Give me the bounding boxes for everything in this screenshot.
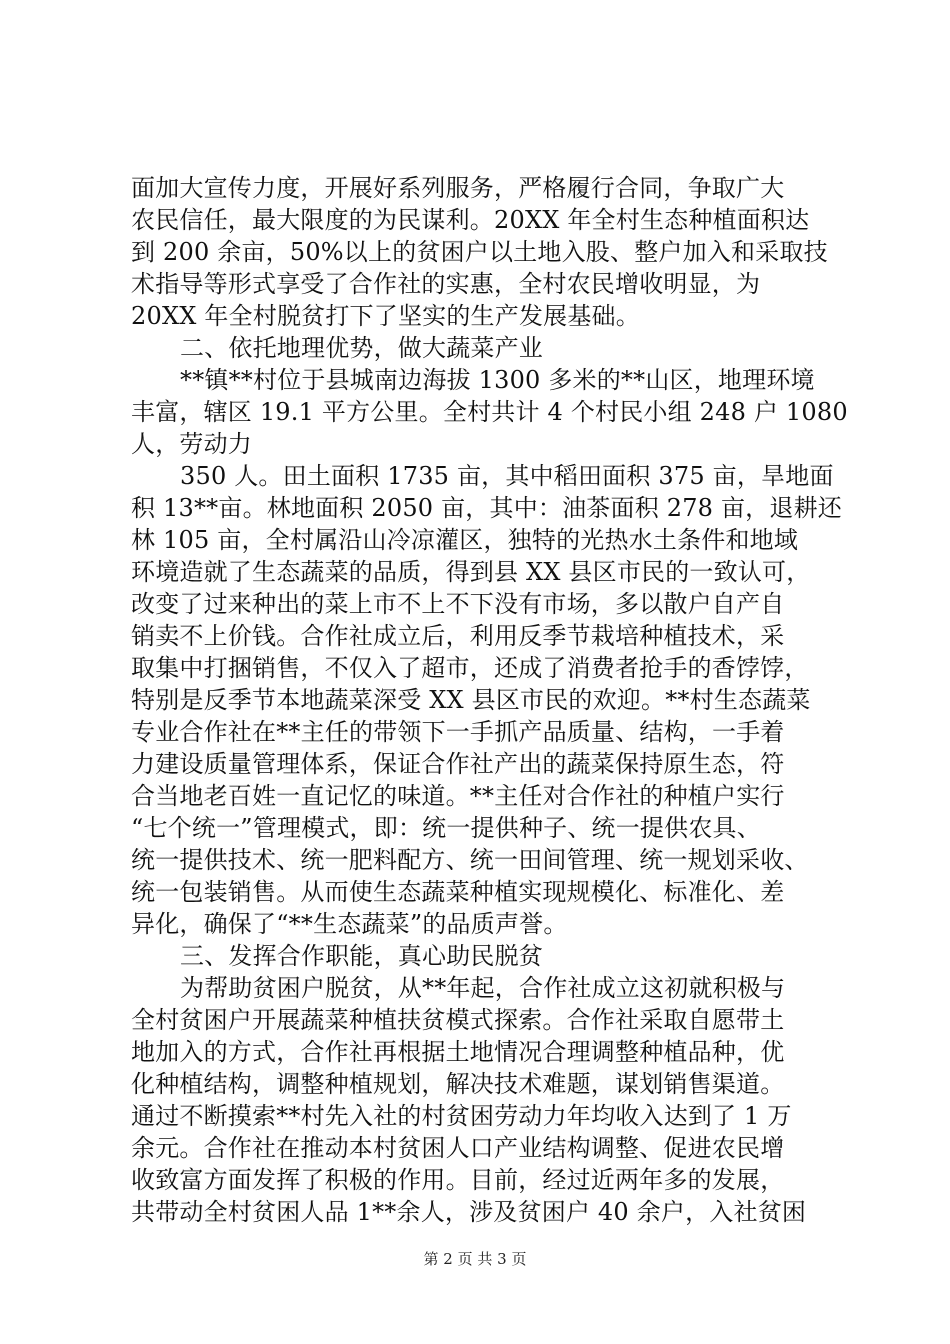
paragraph-line: 为帮助贫困户脱贫，从**年起，合作社成立这初就积极与 bbox=[180, 974, 786, 1002]
paragraph-line: 化种植结构，调整种植规划，解决技术难题，谋划销售渠道。 bbox=[131, 1070, 785, 1098]
paragraph-line: 改变了过来种出的菜上市不上不下没有市场，多以散户自产自 bbox=[131, 590, 785, 618]
paragraph-line: 林 105 亩，全村属沿山冷凉灌区，独特的光热水土条件和地域 bbox=[131, 526, 799, 554]
paragraph-line: 取集中打捆销售，不仅入了超市，还成了消费者抢手的香饽饽， bbox=[131, 654, 809, 682]
paragraph-line: 销卖不上价钱。合作社成立后，利用反季节栽培种植技术，采 bbox=[131, 622, 785, 650]
paragraph-line: 收致富方面发挥了积极的作用。目前，经过近两年多的发展， bbox=[131, 1166, 785, 1194]
page-footer: 第 2 页 共 3 页 bbox=[423, 1250, 527, 1268]
paragraph-line: 共带动全村贫困人品 1**余人，涉及贫困户 40 余户，入社贫困 bbox=[131, 1198, 807, 1226]
paragraph-line: 环境造就了生态蔬菜的品质，得到县 XX 县区市民的一致认可， bbox=[131, 558, 811, 586]
paragraph-line: 农民信任，最大限度的为民谋利。20XX 年全村生态种植面积达 bbox=[131, 206, 810, 234]
paragraph-line: 面加大宣传力度，开展好系列服务，严格履行合同，争取广大 bbox=[131, 174, 785, 202]
paragraph-line: 20XX 年全村脱贫打下了坚实的生产发展基础。 bbox=[131, 302, 640, 330]
paragraph-line: 地加入的方式，合作社再根据土地情况合理调整种植品种，优 bbox=[131, 1038, 785, 1066]
paragraph-line: “七个统一”管理模式，即：统一提供种子、统一提供农具、 bbox=[131, 814, 761, 842]
paragraph-line: 专业合作社在**主任的带领下一手抓产品质量、结构，一手着 bbox=[131, 718, 785, 746]
paragraph-line: 特别是反季节本地蔬菜深受 XX 县区市民的欢迎。**村生态蔬菜 bbox=[131, 686, 811, 714]
paragraph-line: 全村贫困户开展蔬菜种植扶贫模式探索。合作社采取自愿带土 bbox=[131, 1006, 785, 1034]
paragraph-line: 术指导等形式享受了合作社的实惠，全村农民增收明显，为 bbox=[131, 270, 761, 298]
paragraph-line: 通过不断摸索**村先入社的村贫困劳动力年均收入达到了 1 万 bbox=[131, 1102, 792, 1130]
paragraph-line: 余元。合作社在推动本村贫困人口产业结构调整、促进农民增 bbox=[131, 1134, 785, 1162]
paragraph-line: 统一包装销售。从而使生态蔬菜种植实现规模化、标准化、差 bbox=[131, 878, 785, 906]
paragraph-line: **镇**村位于县城南边海拔 1300 多米的**山区，地理环境 bbox=[180, 366, 815, 394]
paragraph-line: 人，劳动力 bbox=[131, 430, 252, 458]
paragraph-line: 到 200 余亩，50%以上的贫困户以土地入股、整户加入和采取技 bbox=[131, 238, 828, 266]
section-heading: 三、发挥合作职能，真心助民脱贫 bbox=[180, 942, 543, 970]
paragraph-line: 统一提供技术、统一肥料配方、统一田间管理、统一规划采收、 bbox=[131, 846, 809, 874]
paragraph-line: 力建设质量管理体系，保证合作社产出的蔬菜保持原生态，符 bbox=[131, 750, 785, 778]
paragraph-line: 积 13**亩。林地面积 2050 亩，其中：油茶面积 278 亩，退耕还 bbox=[131, 494, 842, 522]
paragraph-line: 异化，确保了“**生态蔬菜”的品质声誉。 bbox=[131, 910, 568, 938]
paragraph-line: 350 人。田土面积 1735 亩，其中稻田面积 375 亩，旱地面 bbox=[180, 462, 834, 490]
section-heading: 二、依托地理优势，做大蔬菜产业 bbox=[180, 334, 543, 362]
paragraph-line: 合当地老百姓一直记忆的味道。**主任对合作社的种植户实行 bbox=[131, 782, 785, 810]
paragraph-line: 丰富，辖区 19.1 平方公里。全村共计 4 个村民小组 248 户 1080 bbox=[131, 398, 848, 426]
